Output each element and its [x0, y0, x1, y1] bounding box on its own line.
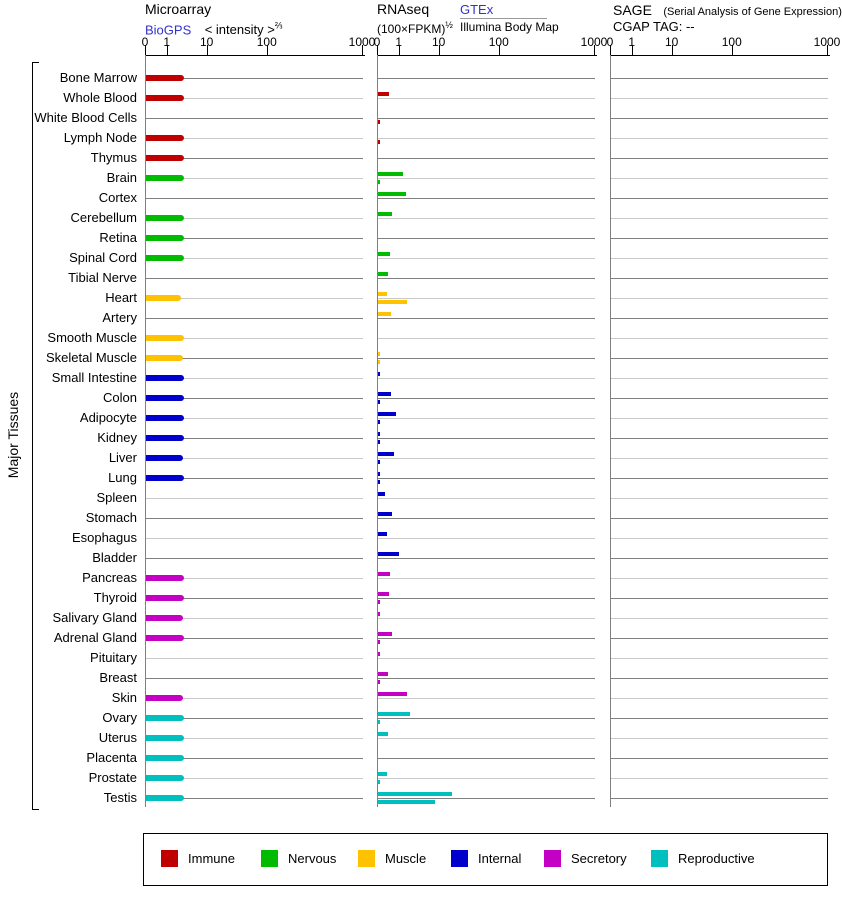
row-line — [611, 398, 828, 399]
major-tissues-label: Major Tissues — [5, 391, 21, 479]
biogps-bar — [146, 175, 184, 181]
gtex-bar — [378, 612, 380, 616]
gtex-bar — [378, 472, 380, 476]
row-line — [611, 798, 828, 799]
tissue-label: Retina — [99, 230, 137, 245]
gtex-bar — [378, 572, 390, 576]
row-line — [378, 418, 595, 419]
gtex-bar — [378, 632, 392, 636]
biogps-bar — [146, 415, 184, 421]
legend-swatch-immune — [161, 850, 178, 867]
row-line — [611, 98, 828, 99]
row-line — [611, 318, 828, 319]
row-line — [378, 558, 595, 559]
row-line — [611, 258, 828, 259]
illumina-bar — [378, 140, 380, 144]
axis-line — [377, 55, 597, 56]
row-line — [378, 138, 595, 139]
row-line — [611, 698, 828, 699]
illumina-bar — [378, 180, 380, 184]
biogps-bar — [146, 135, 184, 141]
tissue-label: Thymus — [90, 150, 137, 165]
axis-tick-label: 1000 — [348, 35, 376, 49]
tissue-label: Liver — [108, 450, 137, 465]
row-line — [378, 778, 595, 779]
biogps-bar — [146, 215, 184, 221]
axis-tick-label: 1000 — [580, 35, 608, 49]
rnaseq-transform-label: (100×FPKM)$^{\frac{1}{2}}$ — [377, 20, 453, 36]
axis-tick-label: 1 — [163, 35, 171, 49]
biogps-bar — [146, 795, 184, 801]
row-line — [378, 178, 595, 179]
row-line — [146, 278, 363, 279]
row-line — [611, 238, 828, 239]
tissue-label: Placenta — [86, 750, 137, 765]
legend-label-reproductive: Reproductive — [678, 851, 755, 866]
axis-tick-label: 100 — [256, 35, 277, 49]
row-line — [378, 518, 595, 519]
microarray-transform-label: < intensity >$^{\frac{2}{3}}$ — [204, 21, 283, 38]
gtex-bar — [378, 172, 403, 176]
gtex-bar — [378, 532, 387, 536]
row-line — [611, 678, 828, 679]
biogps-bar — [146, 455, 183, 461]
row-line — [611, 738, 828, 739]
row-line — [378, 698, 595, 699]
gtex-bar — [378, 452, 394, 456]
legend-swatch-muscle — [358, 850, 375, 867]
row-line — [611, 718, 828, 719]
tissue-label: Bladder — [92, 550, 137, 565]
tissue-label: Cortex — [98, 190, 137, 205]
legend-label-secretory: Secretory — [571, 851, 627, 866]
tissue-label: Spleen — [96, 490, 137, 505]
biogps-bar — [146, 235, 184, 241]
biogps-bar — [146, 635, 184, 641]
row-line — [611, 618, 828, 619]
biogps-bar — [146, 335, 184, 341]
biogps-bar — [146, 395, 184, 401]
panel-left-line — [610, 55, 611, 807]
biogps-bar — [146, 435, 184, 441]
row-line — [378, 158, 595, 159]
biogps-bar — [146, 755, 184, 761]
row-line — [611, 418, 828, 419]
gtex-bar — [378, 412, 396, 416]
row-line — [611, 458, 828, 459]
row-line — [611, 158, 828, 159]
row-line — [146, 678, 363, 679]
illumina-bar — [378, 720, 380, 724]
row-line — [611, 778, 828, 779]
row-line — [378, 758, 595, 759]
row-line — [611, 598, 828, 599]
tissue-label: Adipocyte — [79, 410, 137, 425]
row-line — [378, 478, 595, 479]
biogps-bar — [146, 735, 184, 741]
gtex-bar — [378, 692, 407, 696]
axis-tick-label: 1 — [395, 35, 403, 49]
axis-tick-label: 10 — [431, 35, 446, 49]
row-line — [378, 678, 595, 679]
row-line — [611, 538, 828, 539]
tissue-label: Heart — [105, 290, 137, 305]
row-line — [378, 258, 595, 259]
tissue-label: Uterus — [98, 730, 137, 745]
row-line — [378, 618, 595, 619]
gtex-bar — [378, 552, 399, 556]
axis-tick-label: 0 — [141, 35, 149, 49]
biogps-bar — [146, 775, 184, 781]
gtex-bar — [378, 272, 388, 276]
gtex-bar — [378, 672, 388, 676]
tissue-label: Skin — [111, 690, 137, 705]
tissue-label: Lymph Node — [63, 130, 137, 145]
illumina-body-map-label: Illumina Body Map — [460, 20, 559, 34]
tissue-label: Artery — [102, 310, 137, 325]
axis-line — [610, 55, 830, 56]
tissue-label: Kidney — [97, 430, 137, 445]
row-line — [611, 658, 828, 659]
rnaseq-title: RNAseq — [377, 1, 430, 17]
sage-note: (Serial Analysis of Gene Expression) — [663, 6, 842, 18]
legend-label-immune: Immune — [188, 851, 235, 866]
gtex-bar — [378, 352, 380, 356]
row-line — [611, 118, 828, 119]
tissue-label: Colon — [103, 390, 137, 405]
axis-tick-label: 10 — [199, 35, 214, 49]
legend-swatch-nervous — [261, 850, 278, 867]
biogps-bar — [146, 295, 181, 301]
axis-tick-label: 1 — [628, 35, 636, 49]
tissue-label: Esophagus — [71, 530, 137, 545]
row-line — [378, 218, 595, 219]
tissue-label: Pancreas — [82, 570, 137, 585]
row-line — [378, 458, 595, 459]
row-line — [378, 378, 595, 379]
row-line — [611, 478, 828, 479]
gtex-link[interactable]: GTEx — [460, 2, 494, 17]
gtex-bar — [378, 252, 390, 256]
row-line — [146, 118, 363, 119]
gtex-bar — [378, 292, 387, 296]
tissue-label: Small Intestine — [51, 370, 137, 385]
row-line — [611, 358, 828, 359]
row-line — [378, 78, 595, 79]
row-line — [378, 238, 595, 239]
legend-label-internal: Internal — [478, 851, 522, 866]
row-line — [611, 138, 828, 139]
sage-title: SAGE — [613, 2, 652, 18]
row-line — [146, 658, 363, 659]
row-line — [611, 78, 828, 79]
tissue-label: Skeletal Muscle — [45, 350, 137, 365]
row-line — [378, 658, 595, 659]
illumina-bar — [378, 420, 380, 424]
axis-tick-label: 100 — [488, 35, 509, 49]
row-line — [146, 518, 363, 519]
axis-tick-label: 1000 — [813, 35, 841, 49]
tissue-label: Ovary — [102, 710, 137, 725]
gtex-bar — [378, 392, 391, 396]
row-line — [378, 318, 595, 319]
biogps-bar — [146, 95, 184, 101]
biogps-bar — [146, 575, 184, 581]
gtex-bar — [378, 492, 385, 496]
tissue-label: Stomach — [85, 510, 137, 525]
row-line — [611, 498, 828, 499]
row-line — [378, 438, 595, 439]
row-line — [378, 398, 595, 399]
illumina-bar — [378, 300, 407, 304]
illumina-bar — [378, 400, 380, 404]
row-line — [378, 118, 595, 119]
row-line — [146, 558, 363, 559]
axis-tick-label: 0 — [373, 35, 381, 49]
biogps-bar — [146, 475, 184, 481]
gtex-bar — [378, 792, 452, 796]
axis-tick-label: 10 — [664, 35, 679, 49]
tissue-label: Pituitary — [90, 650, 137, 665]
row-line — [378, 798, 595, 799]
biogps-bar — [146, 355, 183, 361]
row-line — [611, 558, 828, 559]
row-line — [378, 278, 595, 279]
row-line — [146, 498, 363, 499]
tissue-label: Bone Marrow — [59, 70, 137, 85]
tissue-label: Adrenal Gland — [53, 630, 137, 645]
tissue-label: Whole Blood — [63, 90, 137, 105]
row-line — [611, 218, 828, 219]
biogps-bar — [146, 615, 183, 621]
axis-line — [145, 55, 365, 56]
legend-label-nervous: Nervous — [288, 851, 337, 866]
row-line — [378, 718, 595, 719]
gtex-bar — [378, 212, 392, 216]
illumina-bar — [378, 120, 380, 124]
illumina-bar — [378, 460, 380, 464]
row-line — [378, 538, 595, 539]
tissue-label: Breast — [99, 670, 137, 685]
legend-swatch-reproductive — [651, 850, 668, 867]
gtex-bar — [378, 772, 387, 776]
tissue-label: Brain — [106, 170, 137, 185]
biogps-bar — [146, 595, 184, 601]
row-line — [378, 98, 595, 99]
illumina-bar — [378, 680, 380, 684]
biogps-bar — [146, 695, 183, 701]
tissue-label: Cerebellum — [70, 210, 137, 225]
tissue-label: Testis — [103, 790, 137, 805]
row-line — [146, 318, 363, 319]
gtex-bar — [378, 652, 380, 656]
gtex-bar — [378, 432, 380, 436]
row-line — [378, 638, 595, 639]
row-line — [611, 198, 828, 199]
axis-tick-label: 100 — [721, 35, 742, 49]
row-line — [611, 378, 828, 379]
tissue-label: Smooth Muscle — [47, 330, 137, 345]
row-line — [378, 198, 595, 199]
row-line — [611, 578, 828, 579]
gtex-bar — [378, 372, 380, 376]
biogps-bar — [146, 155, 184, 161]
illumina-bar — [378, 780, 380, 784]
gtex-bar — [378, 512, 392, 516]
row-line — [611, 338, 828, 339]
legend-label-muscle: Muscle — [385, 851, 427, 866]
biogps-bar — [146, 715, 184, 721]
axis-tick-label: 0 — [606, 35, 614, 49]
gtex-bar — [378, 712, 410, 716]
legend-swatch-internal — [451, 850, 468, 867]
row-line — [611, 438, 828, 439]
gtex-bar — [378, 192, 406, 196]
tissue-label: White Blood Cells — [34, 110, 137, 125]
tissue-label: Salivary Gland — [52, 610, 137, 625]
row-line — [378, 498, 595, 499]
row-line — [378, 358, 595, 359]
row-line — [378, 298, 595, 299]
illumina-bar — [378, 600, 380, 604]
row-line — [378, 338, 595, 339]
row-line — [378, 738, 595, 739]
row-line — [611, 518, 828, 519]
illumina-bar — [378, 360, 380, 364]
gtex-bar — [378, 92, 389, 96]
illumina-bar — [378, 800, 435, 804]
row-line — [611, 178, 828, 179]
row-line — [146, 538, 363, 539]
biogps-link[interactable]: BioGPS — [145, 22, 192, 38]
legend-swatch-secretory — [544, 850, 561, 867]
row-line — [611, 298, 828, 299]
tissue-label: Spinal Cord — [69, 250, 137, 265]
row-line — [611, 758, 828, 759]
illumina-bar — [378, 480, 380, 484]
gtex-bar — [378, 732, 388, 736]
biogps-bar — [146, 375, 184, 381]
tissue-label: Prostate — [88, 770, 137, 785]
tissue-label: Lung — [108, 470, 137, 485]
illumina-bar — [378, 640, 380, 644]
row-line — [611, 638, 828, 639]
row-line — [611, 278, 828, 279]
microarray-title: Microarray — [145, 1, 212, 17]
gtex-bar — [378, 312, 391, 316]
biogps-bar — [146, 255, 184, 261]
biogps-bar — [146, 75, 184, 81]
cgap-tag-label: CGAP TAG: -- — [613, 19, 695, 34]
tissue-label: Tibial Nerve — [68, 270, 137, 285]
row-line — [146, 198, 363, 199]
row-line — [378, 578, 595, 579]
row-line — [378, 598, 595, 599]
tissue-label: Thyroid — [93, 590, 137, 605]
illumina-bar — [378, 440, 380, 444]
tissue-type-legend — [143, 833, 828, 886]
gtex-bar — [378, 592, 389, 596]
